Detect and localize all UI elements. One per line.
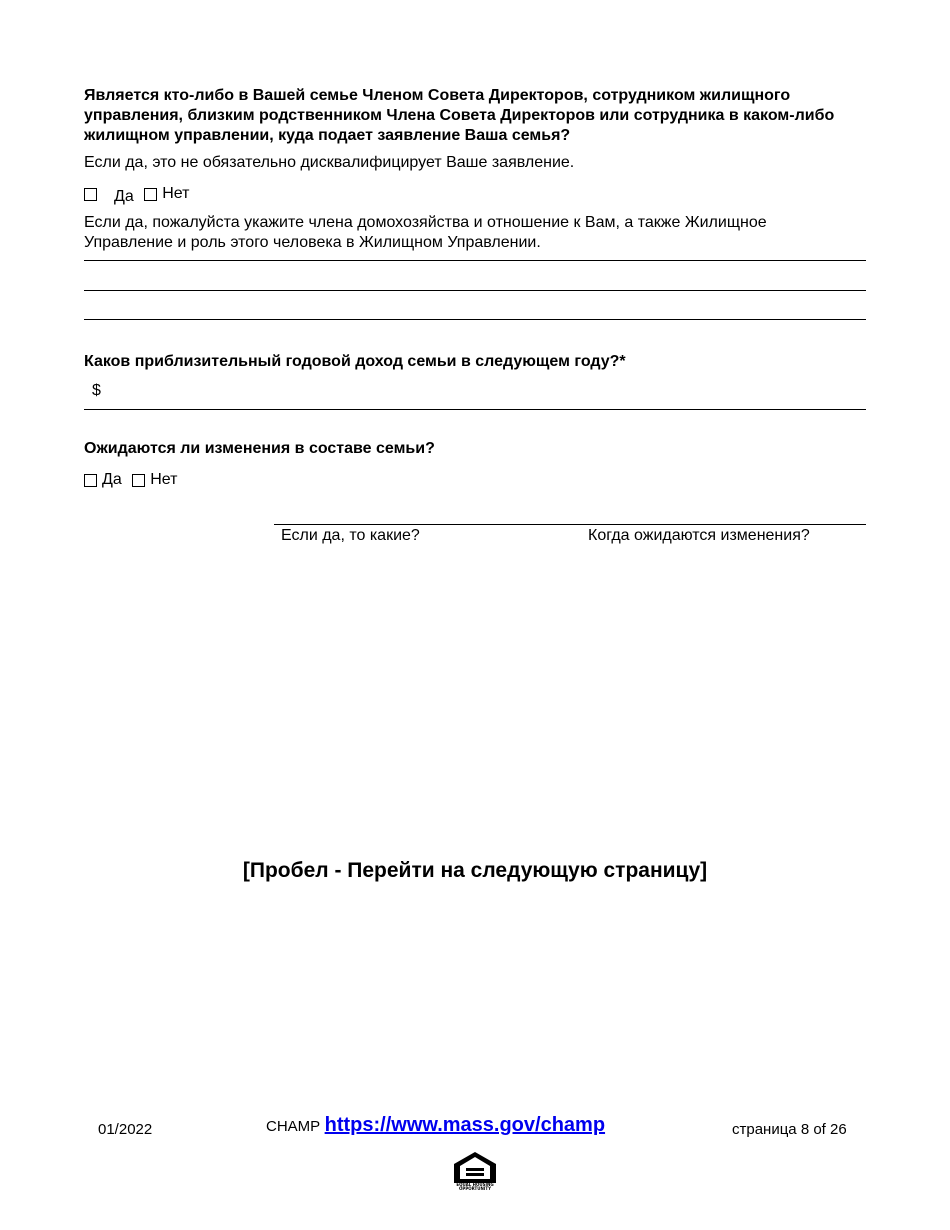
board-member-no-checkbox[interactable] bbox=[144, 188, 157, 201]
family-changes-answer-line[interactable] bbox=[274, 524, 866, 525]
answer-line-2[interactable] bbox=[84, 290, 866, 291]
equal-housing-logo-text: EQUAL HOUSING OPPORTUNITY bbox=[456, 1182, 494, 1191]
board-member-no-option[interactable] bbox=[144, 184, 189, 204]
annual-income-field[interactable] bbox=[84, 409, 866, 410]
family-changes-yes-label: Да bbox=[102, 471, 122, 488]
footer-org: CHAMP bbox=[266, 1118, 321, 1135]
family-changes-no-option[interactable] bbox=[132, 470, 177, 490]
board-member-yes-label-wrap bbox=[114, 187, 134, 207]
question-annual-income: Каков приблизительный годовой доход семьи в следующем году?* bbox=[84, 353, 626, 370]
currency-symbol: $ bbox=[92, 382, 101, 399]
board-member-yes-option[interactable] bbox=[84, 188, 102, 201]
board-member-yes-checkbox[interactable] bbox=[84, 188, 97, 201]
footer-date: 01/2022 bbox=[98, 1121, 153, 1138]
question-board-member-note: Если да, это не обязательно дисквалифицирует Ваше заявление. bbox=[84, 154, 575, 171]
family-changes-no-checkbox[interactable] bbox=[132, 474, 145, 487]
equal-housing-logo bbox=[452, 1150, 498, 1192]
question-family-changes: Ожидаются ли изменения в составе семьи? bbox=[84, 440, 435, 457]
footer-page-number: страница 8 of 26 bbox=[732, 1121, 847, 1138]
family-changes-yes-checkbox[interactable] bbox=[84, 474, 97, 487]
family-changes-what-label: Если да, то какие? bbox=[281, 527, 420, 544]
family-changes-yes-option[interactable] bbox=[84, 470, 122, 490]
board-member-no-label: Нет bbox=[162, 185, 190, 202]
family-changes-when-label: Когда ожидаются изменения? bbox=[588, 527, 810, 544]
footer-center bbox=[266, 1114, 605, 1137]
answer-line-1[interactable] bbox=[84, 260, 866, 261]
question-board-member: Является кто-либо в Вашей семье Членом Совета Директоров, сотрудником жилищного управления, близким родственником Члена Совета Директоров или сотрудника в каком-либо жилищном управлении, куда подает заявление Ваша семья? bbox=[84, 87, 835, 144]
family-changes-options bbox=[84, 470, 183, 493]
board-member-followup-instructions: Если да, пожалуйста укажите члена домохозяйства и отношение к Вам, а также Жилищное Управление и роль этого человека в Жилищном Управлении. bbox=[84, 214, 767, 251]
answer-line-3[interactable] bbox=[84, 319, 866, 320]
footer-url-link[interactable]: https://www.mass.gov/champ bbox=[324, 1114, 606, 1136]
page-break-heading: [Пробел - Перейти на следующую страницу] bbox=[242, 859, 708, 882]
board-member-options bbox=[84, 184, 195, 207]
family-changes-no-label: Нет bbox=[150, 471, 178, 488]
board-member-yes-label: Да bbox=[114, 187, 134, 205]
